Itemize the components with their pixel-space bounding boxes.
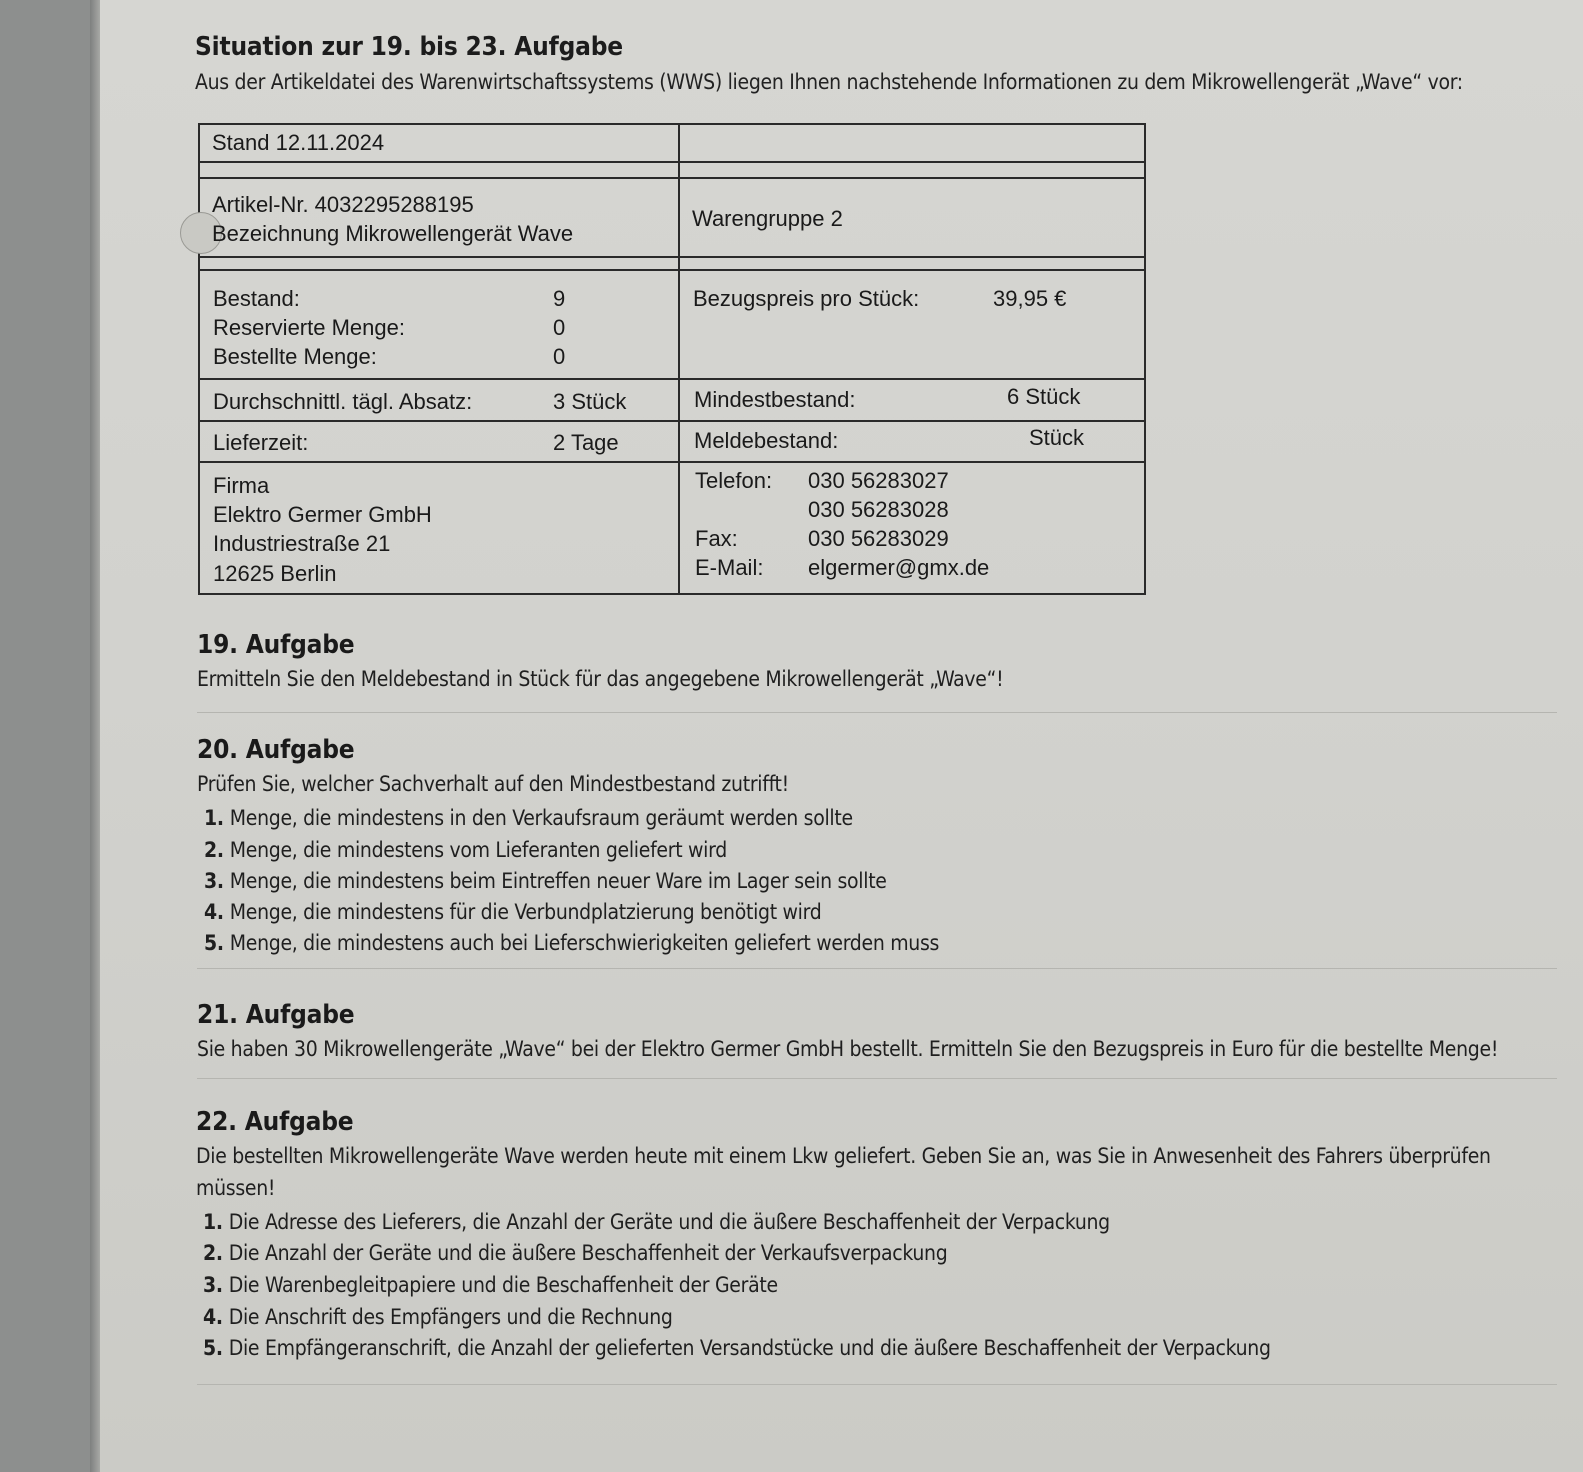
reorder-point-label: Meldebestand: — [694, 428, 839, 453]
stock-value: 9 — [553, 286, 566, 311]
ordered-value: 0 — [553, 344, 566, 369]
task-22-option: 2. Die Anzahl der Geräte und die äußere Beschaffenheit der Verkaufsverpackung — [203, 1241, 948, 1265]
stand-date: Stand 12.11.2024 — [212, 130, 385, 155]
phone-label: Telefon: — [695, 468, 773, 493]
task-22-option: 3. Die Warenbegleitpapiere und die Beschaffenheit der Geräte — [203, 1273, 778, 1297]
delivery-time-value: 2 Tage — [553, 430, 619, 455]
purchase-price-value: 39,95 € — [993, 286, 1067, 311]
task-19-title: 19. Aufgabe — [197, 630, 355, 660]
fax-value: 030 56283029 — [808, 526, 949, 551]
task-20-text: Prüfen Sie, welcher Sachverhalt auf den Mindestbestand zutrifft! — [197, 772, 789, 796]
supplier-street: Industriestraße 21 — [213, 531, 391, 556]
article-description: Bezeichnung Mikrowellengerät Wave — [212, 221, 574, 246]
task-20-option: 3. Menge, die mindestens beim Eintreffen neuer Ware im Lager sein sollte — [204, 869, 887, 893]
answer-line — [197, 968, 1557, 969]
phone-2: 030 56283028 — [808, 497, 949, 522]
situation-heading: Situation zur 19. bis 23. Aufgabe — [195, 32, 623, 62]
delivery-time-label: Lieferzeit: — [213, 430, 309, 455]
task-22-text: Die bestellten Mikrowellengeräte Wave werden heute mit einem Lkw geliefert. Geben Sie an, was Sie in Anwesenheit des Fahrers überprüfen — [196, 1144, 1491, 1168]
table-row-divider — [198, 269, 1146, 271]
task-20-title: 20. Aufgabe — [197, 735, 355, 765]
avg-daily-sales-label: Durchschnittl. tägl. Absatz: — [213, 389, 473, 414]
task-19-text: Ermitteln Sie den Meldebestand in Stück für das angegebene Mikrowellengerät „Wave“! — [197, 667, 1004, 691]
task-22-option: 1. Die Adresse des Lieferers, die Anzahl der Geräte und die äußere Beschaffenheit der Verpackung — [203, 1210, 1110, 1234]
task-22-text-continued: müssen! — [196, 1176, 276, 1200]
table-column-divider — [678, 123, 680, 595]
answer-line — [197, 1078, 1557, 1079]
task-22-title: 22. Aufgabe — [196, 1107, 354, 1137]
table-row-divider — [198, 378, 1146, 380]
phone-1: 030 56283027 — [808, 468, 949, 493]
reserved-value: 0 — [553, 315, 566, 340]
answer-line — [197, 712, 1557, 713]
stock-label: Bestand: — [213, 286, 300, 311]
min-stock-label: Mindestbestand: — [694, 387, 856, 412]
email-label: E-Mail: — [695, 555, 764, 580]
task-20-option: 2. Menge, die mindestens vom Lieferanten geliefert wird — [204, 838, 727, 862]
reserved-label: Reservierte Menge: — [213, 315, 405, 340]
task-22-option: 5. Die Empfängeranschrift, die Anzahl der gelieferten Versandstücke und die äußere Beschaffenheit der Verpackung — [203, 1336, 1271, 1360]
supplier-line: Firma — [213, 473, 270, 498]
ordered-label: Bestellte Menge: — [213, 344, 377, 369]
min-stock-value: 6 Stück — [1007, 384, 1081, 409]
table-row-divider — [198, 161, 1146, 163]
task-20-option: 5. Menge, die mindestens auch bei Lieferschwierigkeiten geliefert werden muss — [204, 931, 940, 955]
table-row-divider — [198, 461, 1146, 463]
task-21-text: Sie haben 30 Mikrowellengeräte „Wave“ bei der Elektro Germer GmbH bestellt. Ermitteln Sie den Bezugspreis in Euro für die bestellte Menge! — [197, 1037, 1499, 1061]
reorder-point-unit: Stück — [1029, 425, 1085, 450]
email-value: elgermer@gmx.de — [808, 555, 990, 580]
product-group: Warengruppe 2 — [692, 206, 843, 231]
avg-daily-sales-value: 3 Stück — [553, 389, 627, 414]
task-22-option: 4. Die Anschrift des Empfängers und die Rechnung — [203, 1305, 673, 1329]
fax-label: Fax: — [695, 526, 738, 551]
situation-intro: Aus der Artikeldatei des Warenwirtschaftssystems (WWS) liegen Ihnen nachstehende Informationen zu dem Mikrowellengerät „Wave“ vor: — [195, 70, 1463, 94]
purchase-price-label: Bezugspreis pro Stück: — [693, 286, 920, 311]
supplier-city: 12625 Berlin — [213, 561, 337, 586]
article-number: Artikel-Nr. 4032295288195 — [212, 192, 474, 217]
task-21-title: 21. Aufgabe — [197, 1000, 355, 1030]
answer-line — [197, 1384, 1557, 1385]
task-20-option: 4. Menge, die mindestens für die Verbundplatzierung benötigt wird — [204, 900, 822, 924]
table-row-divider — [198, 256, 1146, 258]
task-20-option: 1. Menge, die mindestens in den Verkaufsraum geräumt werden sollte — [204, 806, 853, 830]
table-row-divider — [198, 420, 1146, 422]
table-row-divider — [198, 177, 1146, 179]
supplier-name: Elektro Germer GmbH — [213, 502, 432, 527]
